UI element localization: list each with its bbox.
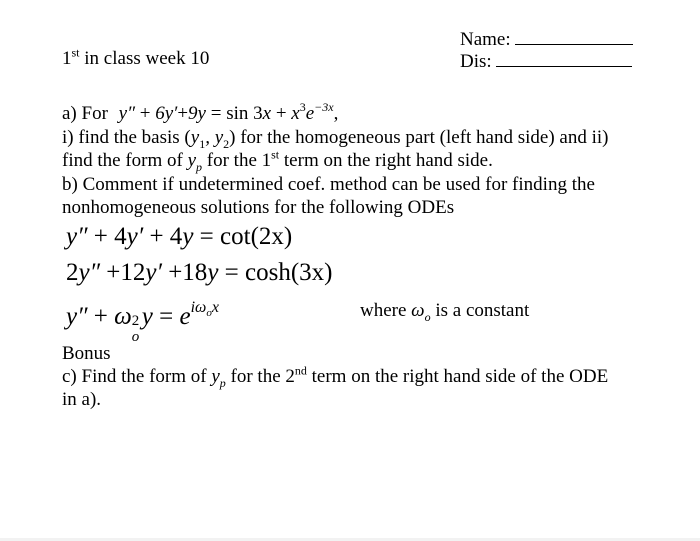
ode-a-equation: $y'' + 6y'+9y = \sin 3x + x^3e^{-3x}$	[118, 100, 334, 124]
omega-symbol: $\omega_o$	[411, 300, 431, 324]
bonus-c-line2: in a).	[62, 389, 102, 410]
dis-blank[interactable]	[496, 50, 632, 67]
bonus-c-line1: c) Find the form of $y_p$ for the 2nd term on the right hand side of the ODE	[62, 363, 609, 390]
dis-label: Dis:	[460, 51, 492, 72]
problem-a-line3: find the form of $y_p$ for the 1st term on the right hand side.	[62, 147, 493, 174]
basis-symbols: $y_1$, $y_2$	[190, 127, 230, 151]
problem-b-line2: nonhomogeneous solutions for the following ODEs	[62, 197, 455, 218]
ode-b1-equation: y″ + 4y′ + 4y = cot(2x)	[66, 223, 293, 250]
bonus-label: Bonus	[62, 343, 111, 364]
ode-b2-equation: 2y″ +12y′ +18y = cosh(3x)	[66, 259, 333, 286]
yp-symbol-bonus: $y_p$	[211, 366, 226, 390]
problem-a-line1: a) For $y'' + 6y'+9y = \sin 3x + x^3e^{-3x}$,	[62, 100, 339, 124]
name-field-row	[460, 28, 633, 51]
name-blank[interactable]	[515, 28, 633, 45]
problem-a-line2: i) find the basis ($y_1$, $y_2$) for the homogeneous part (left hand side) and ii)	[62, 127, 609, 151]
page-title: 1st in class week 10	[62, 45, 210, 69]
yp-symbol: $y_p$	[187, 150, 203, 174]
problem-b-line1: b) Comment if undetermined coef. method can be used for finding the	[62, 174, 595, 195]
dis-field-row	[460, 50, 632, 73]
ode-b3-equation: y″ + ω 2 o $y = e^{i\omega_ox}$	[66, 299, 219, 345]
name-label: Name:	[460, 29, 511, 50]
omega-note: where $\omega_o$ is a constant	[360, 300, 530, 324]
